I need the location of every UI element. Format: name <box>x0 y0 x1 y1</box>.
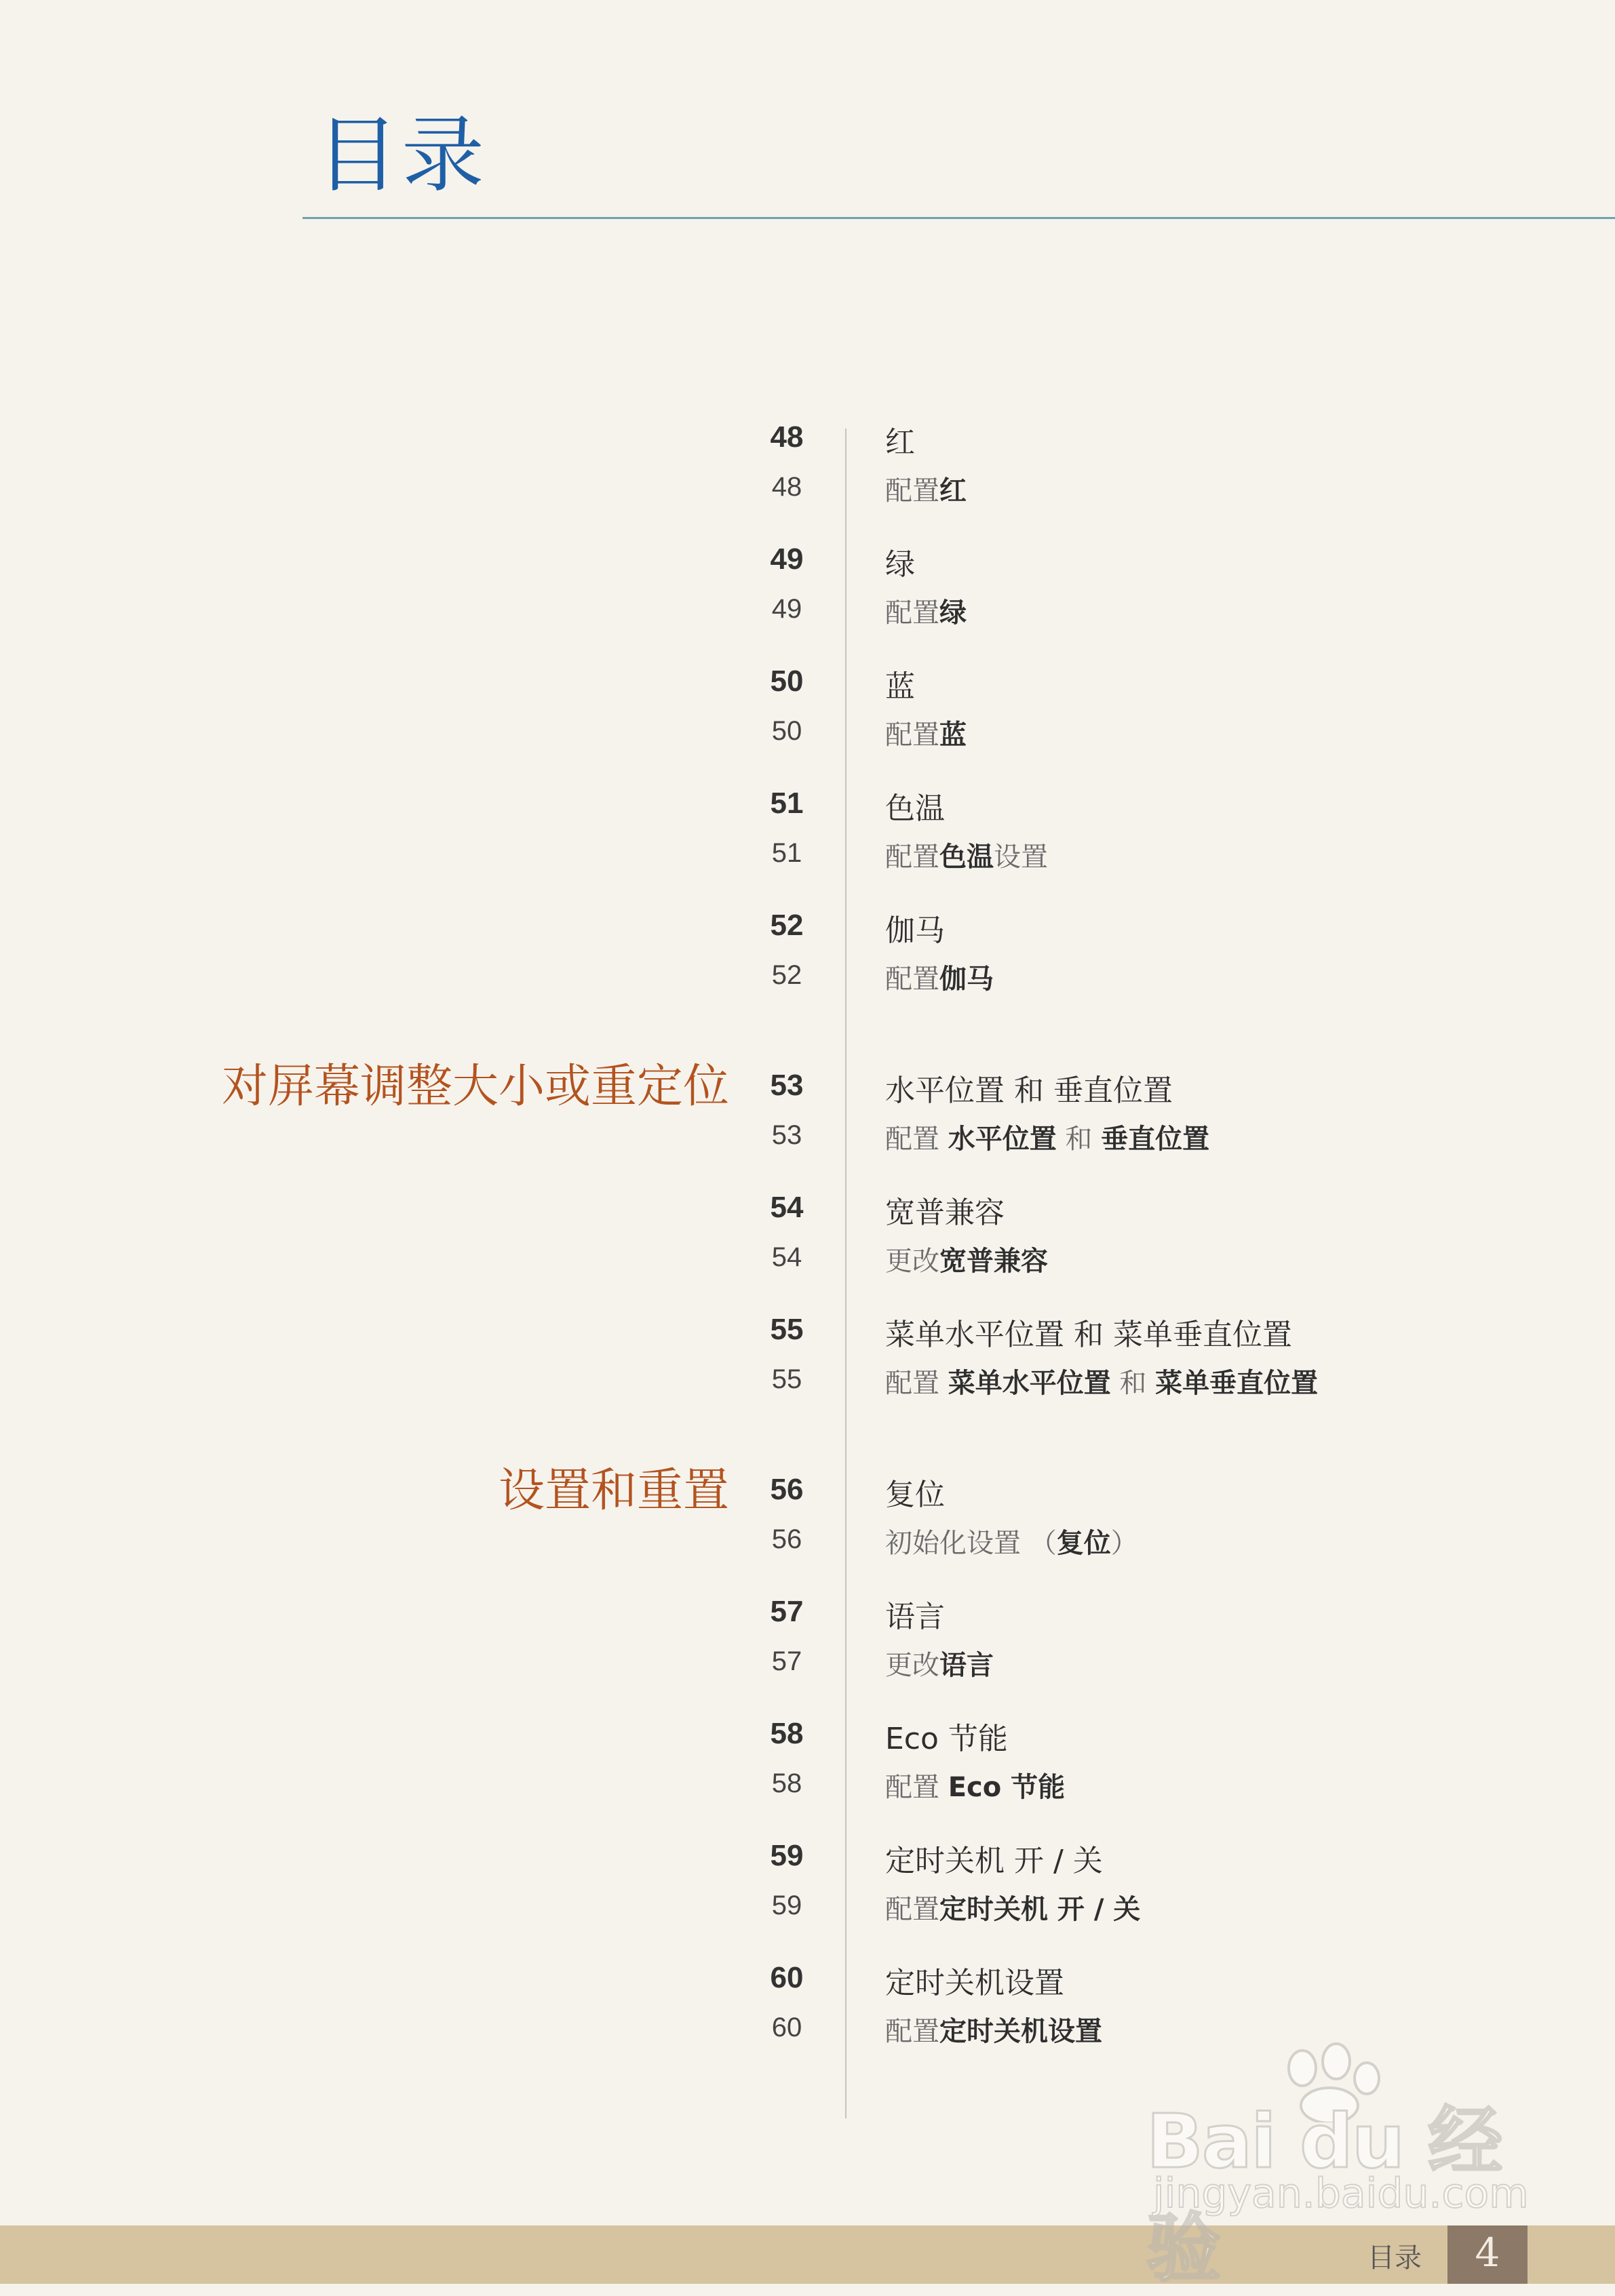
toc-subpage-number: 48 <box>771 472 802 502</box>
toc-entry[interactable] <box>0 420 1615 529</box>
subentry-keyword: 色温 <box>939 842 994 873</box>
toc-entry-title[interactable]: 蓝 <box>885 669 915 704</box>
toc-subentry-title[interactable] <box>885 1522 1138 1560</box>
toc-entry[interactable] <box>0 1595 1615 1703</box>
toc-entry[interactable] <box>0 1473 1615 1581</box>
toc-subentry-title[interactable] <box>885 469 967 508</box>
subentry-keyword: 水平位置 <box>948 1124 1057 1155</box>
toc-subpage-number: 55 <box>771 1364 802 1394</box>
toc-entry-title[interactable]: 水平位置 和 垂直位置 <box>885 1073 1173 1108</box>
toc-page-number: 49 <box>770 542 804 576</box>
toc-subpage-number: 51 <box>771 838 802 868</box>
toc-subpage-number: 52 <box>771 960 802 990</box>
subentry-text: 设置 <box>994 842 1048 873</box>
toc-entry-title[interactable]: 菜单水平位置 和 菜单垂直位置 <box>885 1318 1292 1352</box>
subentry-keyword: 定时关机设置 <box>939 2016 1102 2047</box>
subentry-text: 配置 <box>885 964 939 995</box>
toc-entry-title[interactable]: Eco 节能 <box>885 1722 1008 1756</box>
toc-subpage-number: 49 <box>771 594 802 624</box>
watermark-url-text: jingyan.baidu.com <box>1153 2170 1529 2217</box>
toc-subentry-title[interactable] <box>885 713 967 752</box>
toc-entry[interactable] <box>0 1717 1615 1825</box>
toc-entry-title[interactable]: 绿 <box>885 547 915 582</box>
toc-subpage-number: 60 <box>771 2013 802 2042</box>
page-title: 目录 <box>316 107 487 203</box>
subentry-keyword: Eco 节能 <box>948 1772 1066 1803</box>
toc-page-number: 50 <box>770 665 804 698</box>
toc-page-number: 51 <box>770 787 804 820</box>
toc-subentry-title[interactable] <box>885 1888 1140 1926</box>
subentry-text: 和 <box>1056 1124 1102 1155</box>
subentry-text: 和 <box>1110 1368 1156 1399</box>
footer-label: 目录 <box>1367 2242 1422 2274</box>
toc-page-number: 59 <box>770 1839 804 1872</box>
subentry-text: 配置 <box>885 1124 948 1155</box>
toc-subentry-title[interactable] <box>885 1240 1048 1278</box>
subentry-text: 配置 <box>885 1894 939 1925</box>
subentry-text: 更改 <box>885 1246 939 1277</box>
toc-subpage-number: 57 <box>771 1646 802 1676</box>
toc-entry-title[interactable]: 复位 <box>885 1478 945 1512</box>
subentry-text: 配置 <box>885 475 939 507</box>
toc-subentry-title[interactable] <box>885 1362 1318 1400</box>
toc-entry[interactable] <box>0 665 1615 773</box>
subentry-text: 配置 <box>885 2016 939 2047</box>
toc-entry-title[interactable]: 定时关机设置 <box>885 1966 1064 2000</box>
toc-page-number: 48 <box>770 420 804 454</box>
section-title-reset: 设置和重置 <box>498 1464 729 1518</box>
subentry-text: 配置 <box>885 1368 948 1399</box>
title-divider <box>303 217 1615 219</box>
subentry-keyword: 绿 <box>939 597 967 629</box>
toc-subpage-number: 53 <box>771 1120 802 1150</box>
toc-entry[interactable] <box>0 909 1615 1017</box>
toc-subentry-title[interactable] <box>885 1766 1065 1804</box>
subentry-keyword: 菜单垂直位置 <box>1155 1368 1319 1399</box>
toc-subpage-number: 59 <box>771 1891 802 1920</box>
toc-subentry-title[interactable] <box>885 591 967 630</box>
subentry-text: 配置 <box>885 597 939 629</box>
toc-subentry-title[interactable] <box>885 1644 994 1682</box>
section-title-resize: 对屏幕调整大小或重定位 <box>221 1060 729 1113</box>
subentry-keyword: 宽普兼容 <box>939 1246 1048 1277</box>
toc-subpage-number: 54 <box>771 1242 802 1272</box>
subentry-text: 配置 <box>885 719 939 751</box>
subentry-keyword: 垂直位置 <box>1101 1124 1210 1155</box>
toc-subpage-number: 58 <box>771 1768 802 1798</box>
subentry-text: ） <box>1110 1528 1138 1559</box>
toc-subpage-number: 50 <box>771 716 802 746</box>
subentry-keyword: 语言 <box>939 1650 994 1681</box>
toc-page-number: 52 <box>770 909 804 942</box>
toc-page-number: 57 <box>770 1595 804 1628</box>
watermark-logo-text: Bai du 经验 <box>1146 2098 1502 2292</box>
subentry-keyword: 定时关机 开 / 关 <box>939 1894 1141 1925</box>
toc-subentry-title[interactable] <box>885 1117 1209 1156</box>
toc-page-number: 53 <box>770 1069 804 1102</box>
subentry-text: 初始化设置 （ <box>885 1528 1057 1559</box>
toc-page-number: 58 <box>770 1717 804 1750</box>
footer-page-number: 4 <box>1475 2230 1500 2276</box>
subentry-text: 配置 <box>885 842 939 873</box>
toc-entry-title[interactable]: 语言 <box>885 1600 945 1634</box>
toc-entry[interactable] <box>0 1069 1615 1177</box>
toc-entry[interactable] <box>0 787 1615 895</box>
subentry-keyword: 菜单水平位置 <box>948 1368 1111 1399</box>
toc-entry[interactable] <box>0 542 1615 651</box>
toc-subentry-title[interactable] <box>885 2010 1102 2048</box>
toc-entry-title[interactable]: 伽马 <box>885 913 945 948</box>
toc-entry[interactable] <box>0 1839 1615 1947</box>
subentry-keyword: 红 <box>939 475 967 507</box>
toc-page-number: 56 <box>770 1473 804 1506</box>
toc-entry-title[interactable]: 定时关机 开 / 关 <box>885 1844 1103 1878</box>
toc-entry-title[interactable]: 宽普兼容 <box>885 1195 1005 1230</box>
toc-page-number: 54 <box>770 1191 804 1224</box>
toc-entry-title[interactable]: 色温 <box>885 791 945 826</box>
toc-page-number: 55 <box>770 1313 804 1346</box>
toc-subpage-number: 56 <box>771 1524 802 1554</box>
toc-entry[interactable] <box>0 1313 1615 1421</box>
toc-page-number: 60 <box>770 1961 804 1994</box>
subentry-text: 配置 <box>885 1772 948 1803</box>
subentry-keyword: 伽马 <box>939 964 994 995</box>
toc-subentry-title[interactable] <box>885 835 1048 874</box>
subentry-keyword: 蓝 <box>939 719 967 751</box>
subentry-text: 更改 <box>885 1650 939 1681</box>
toc-subentry-title[interactable] <box>885 957 994 996</box>
toc-entry[interactable] <box>0 1191 1615 1299</box>
subentry-keyword: 复位 <box>1056 1528 1111 1559</box>
toc-entry-title[interactable]: 红 <box>885 425 915 460</box>
